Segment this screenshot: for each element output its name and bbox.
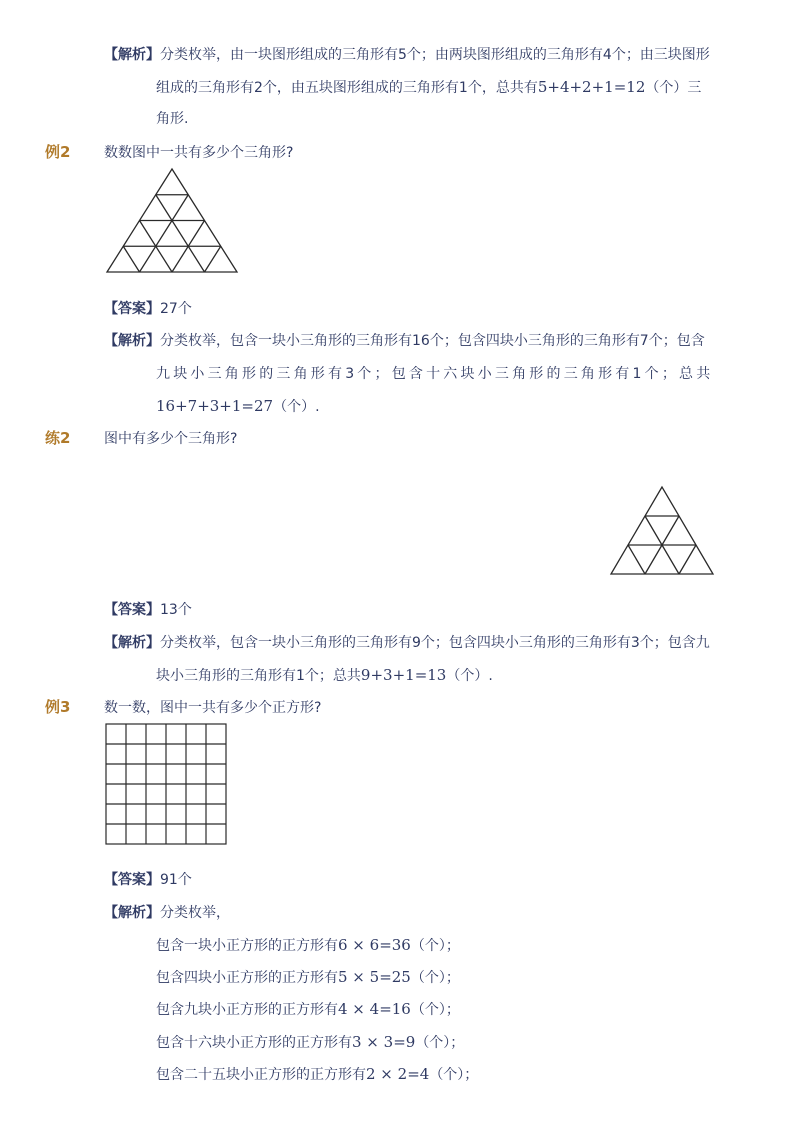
explanation-line (156, 999, 460, 1020)
explanation-line (156, 967, 460, 988)
answer-text: 91个 (160, 872, 192, 888)
math-expression: 16+7+3+1=27 (156, 397, 274, 415)
math-expression: 5 × 5=25 (338, 968, 411, 986)
explanation-text: 分类枚举，包含一块小三角形的三角形有9个；包含四块小三角形的三角形有3个；包含九 (160, 635, 710, 651)
explanation-text: 包含二十五块小正方形的正方形有 (156, 1067, 366, 1083)
answer-label: 【答案】 (104, 872, 160, 888)
example-number: 例2 (45, 143, 71, 161)
square-grid-figure (104, 722, 228, 846)
explanation-line (156, 665, 493, 686)
explanation-text: （个）. (273, 399, 320, 415)
math-expression: 4 × 4=16 (338, 1000, 411, 1018)
explanation-text: 包含九块小正方形的正方形有 (156, 1002, 338, 1018)
explanation-text: 组成的三角形有2个，由五块图形组成的三角形有1个，总共有 (156, 80, 538, 96)
answer-text: 13个 (160, 602, 192, 618)
math-expression: 2 × 2=4 (366, 1065, 430, 1083)
explanation-text: 块小三角形的三角形有1个；总共 (156, 668, 361, 684)
math-expression: 3 × 3=9 (352, 1033, 416, 1051)
explanation-line (104, 903, 230, 923)
answer-label: 【答案】 (104, 602, 160, 618)
question-text: 图中有多少个三角形? (104, 431, 238, 447)
explanation-text: 包含一块小正方形的正方形有 (156, 938, 338, 954)
question-text: 数数图中一共有多少个三角形? (104, 145, 294, 161)
explanation-line (156, 364, 713, 384)
explanation-text: 包含四块小正方形的正方形有 (156, 970, 338, 986)
math-expression: 5+4+2+1=12 (537, 78, 646, 96)
explanation-label: 【解析】 (104, 333, 160, 349)
explanation-text: （个）三 (645, 80, 702, 96)
question-text: 数一数，图中一共有多少个正方形? (104, 700, 322, 716)
explanation-text: （个）； (410, 970, 460, 986)
explanation-line (156, 396, 320, 417)
math-expression: 6 × 6=36 (338, 936, 411, 954)
explanation-label: 【解析】 (104, 47, 160, 63)
explanation-line (104, 45, 710, 65)
explanation-text: 包含十六块小正方形的正方形有 (156, 1035, 352, 1051)
answer-line (104, 870, 192, 890)
explanation-text: （个）. (446, 668, 493, 684)
explanation-line (156, 1032, 464, 1053)
explanation-text: 角形. (156, 111, 189, 127)
explanation-text: 分类枚举，包含一块小三角形的三角形有16个；包含四块小三角形的三角形有7个；包含 (160, 333, 705, 349)
explanation-line (156, 109, 188, 129)
explanation-text: （个）； (415, 1035, 465, 1051)
explanation-text: （个）； (429, 1067, 479, 1083)
example-number: 例3 (45, 698, 71, 716)
explanation-line (156, 1064, 478, 1085)
explanation-label: 【解析】 (104, 905, 160, 921)
triangle-figure-small (608, 484, 716, 578)
explanation-line (104, 331, 705, 351)
answer-label: 【答案】 (104, 301, 160, 317)
explanation-line (104, 633, 710, 653)
explanation-text: 九块小三角形的三角形有3个；包含十六块小三角形的三角形有1个；总共 (156, 366, 714, 382)
explanation-text: 分类枚举， (160, 905, 230, 921)
practice-number: 练2 (45, 429, 71, 447)
explanation-text: （个）； (410, 1002, 460, 1018)
explanation-text: （个）； (410, 938, 460, 954)
explanation-line (156, 77, 701, 98)
explanation-text: 分类枚举，由一块图形组成的三角形有5个；由两块图形组成的三角形有4个；由三块图形 (160, 47, 710, 63)
explanation-line (156, 935, 460, 956)
explanation-label: 【解析】 (104, 635, 160, 651)
answer-line (104, 299, 192, 319)
answer-text: 27个 (160, 301, 192, 317)
answer-line (104, 600, 192, 620)
triangle-figure-large (104, 166, 240, 276)
math-expression: 9+3+1=13 (360, 666, 447, 684)
